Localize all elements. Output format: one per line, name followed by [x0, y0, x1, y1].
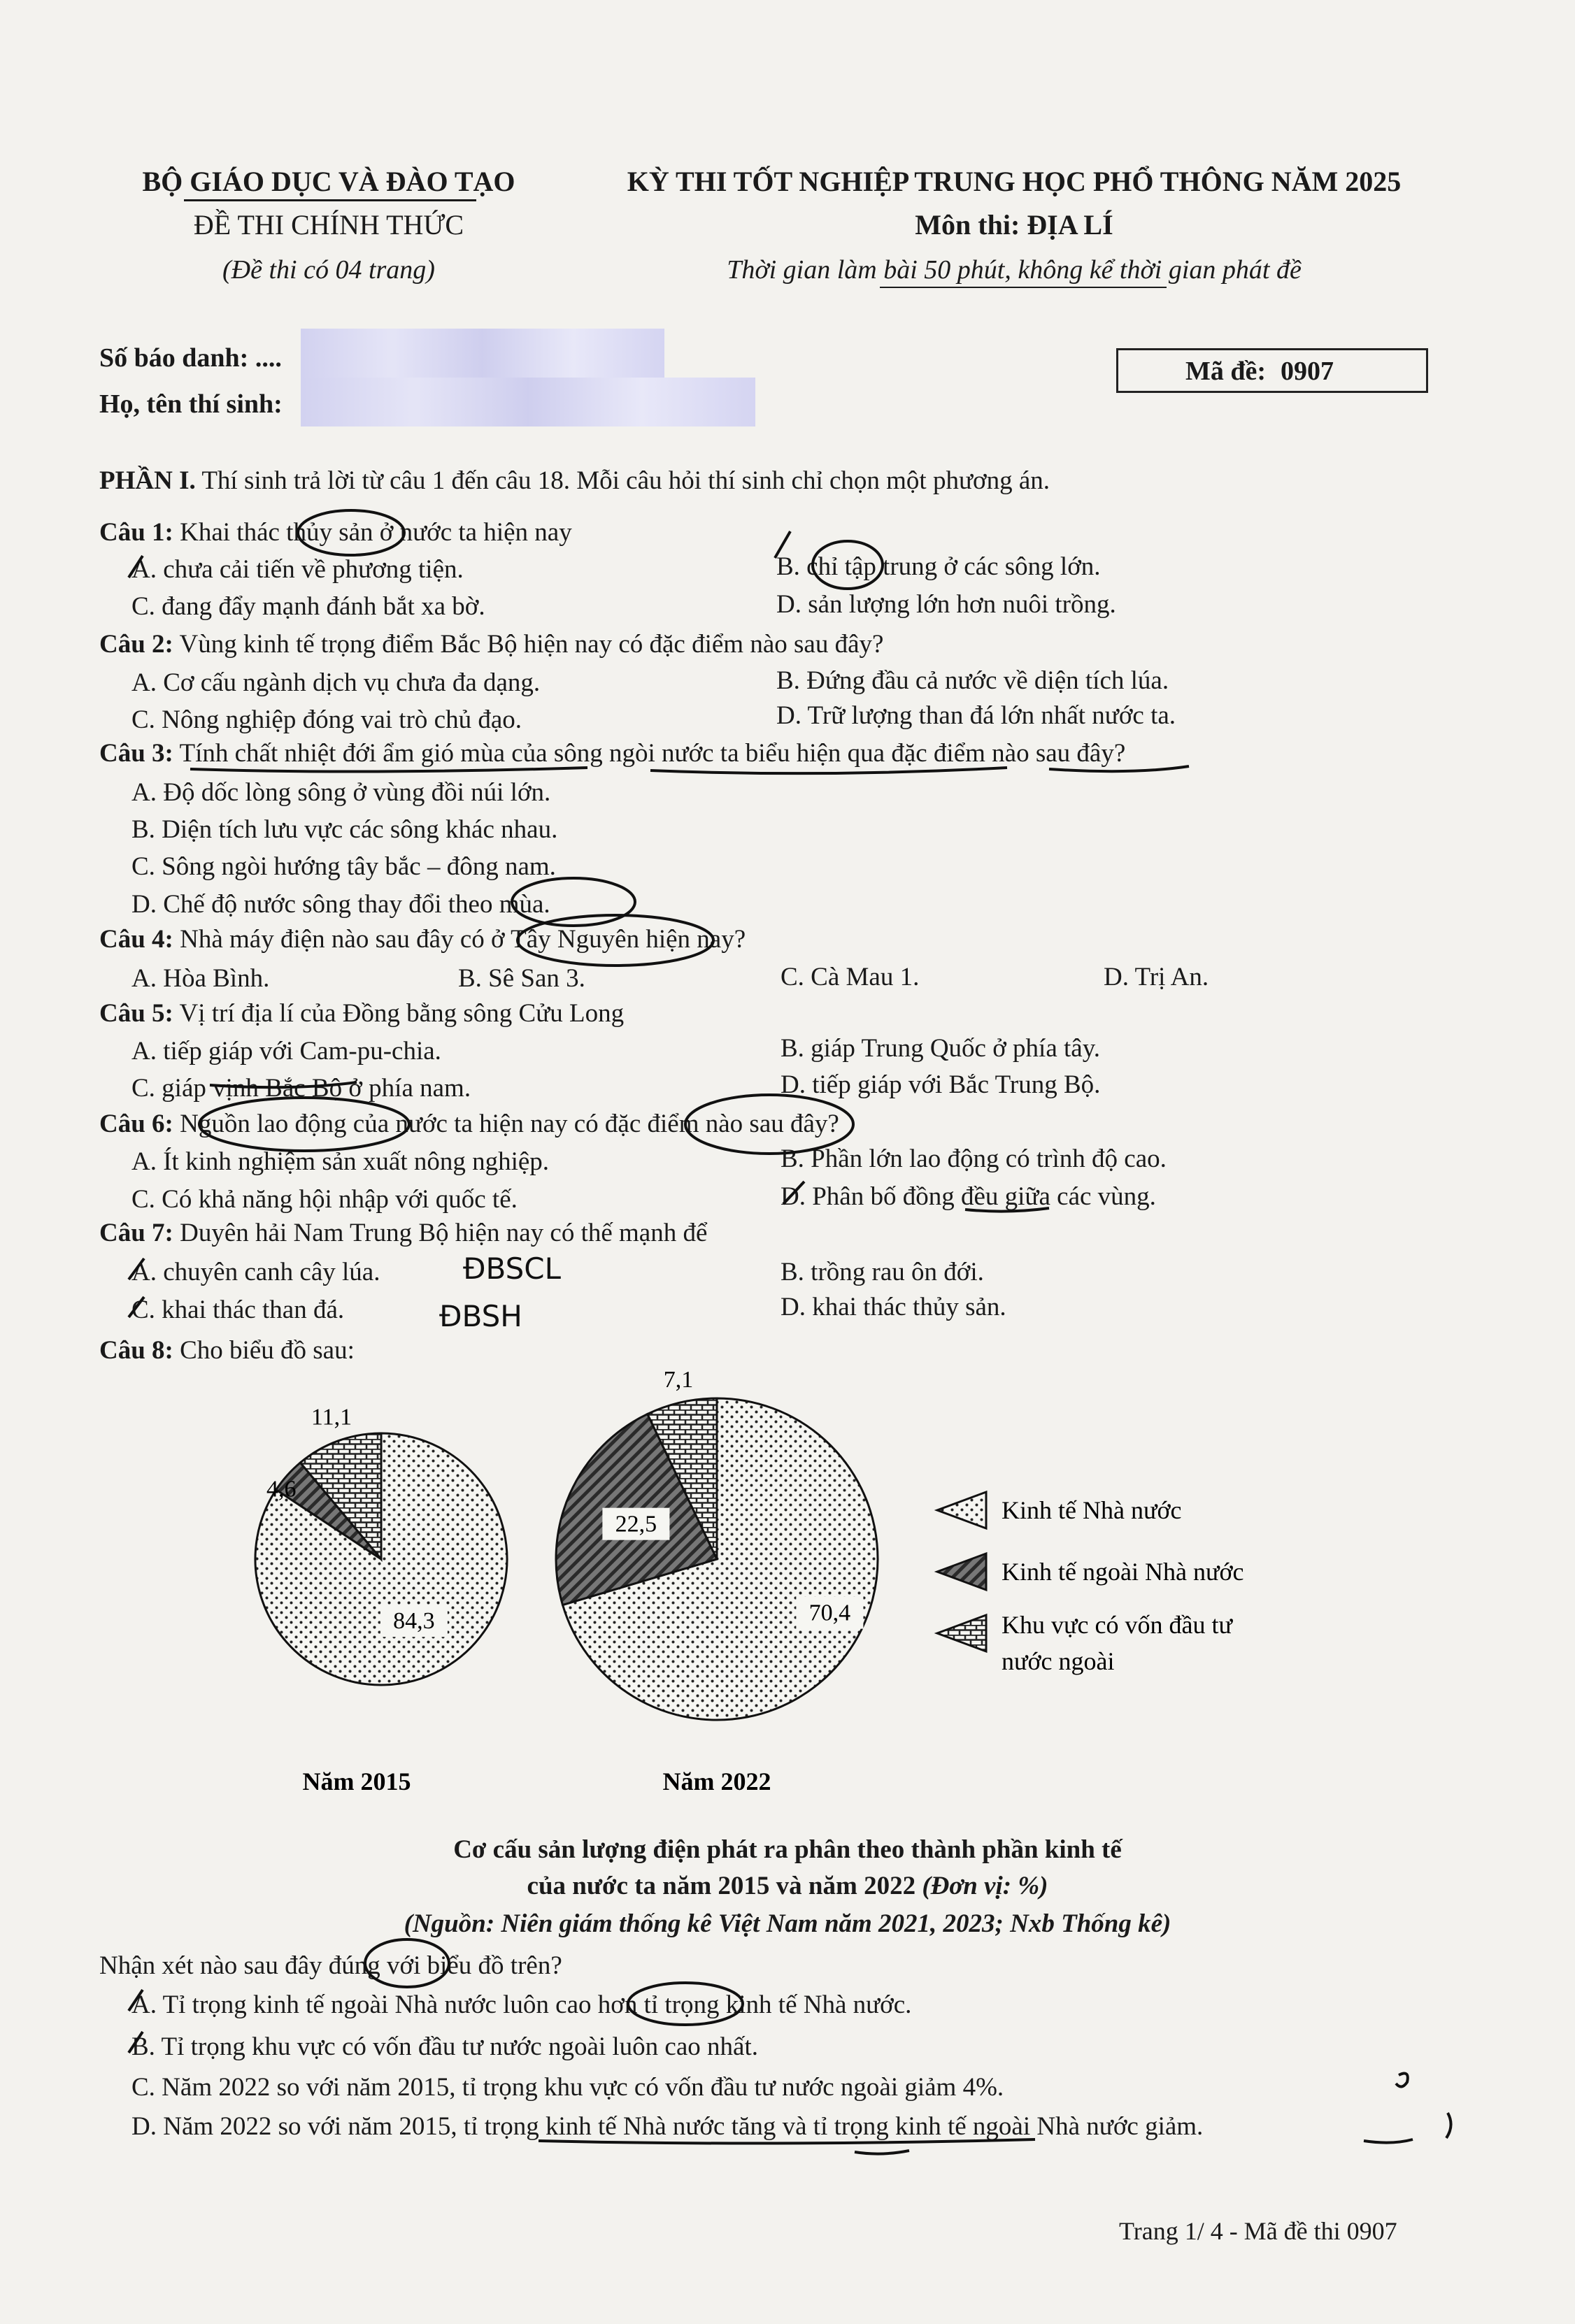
legend-label-3: nước ngoài — [1002, 1647, 1115, 1675]
q3-option-d[interactable]: D. Chế độ nước sông thay đổi theo mùa. — [131, 890, 550, 919]
pen-mark-q8d — [1446, 2113, 1451, 2138]
q6-label: Câu 6: — [99, 1110, 173, 1138]
exam-code-label: Mã đề: — [1185, 357, 1267, 386]
footer-code: 0907 — [1346, 2217, 1397, 2245]
q4-option-a[interactable]: A. Hòa Bình. — [131, 964, 270, 993]
handwritten-note-dbsh: ĐBSH — [439, 1299, 522, 1333]
q1-option-b[interactable]: B. chỉ tập trung ở các sông lớn. — [776, 552, 1101, 581]
q6-option-c[interactable]: C. Có khả năng hội nhập với quốc tế. — [131, 1185, 518, 1214]
pie-1-label-1: 22,5 — [615, 1511, 657, 1537]
q2-option-c[interactable]: C. Nông nghiệp đóng vai trò chủ đạo. — [131, 705, 522, 734]
q5-label: Câu 5: — [99, 999, 173, 1028]
q4-text: Nhà máy điện nào sau đây có ở Tây Nguyên hiện nay? — [180, 925, 746, 954]
pen-underline-q8d-a — [539, 2139, 1035, 2144]
pen-underline-tang — [855, 2151, 909, 2154]
q8-label: Câu 8: — [99, 1336, 173, 1365]
legend-label-2: Khu vực có vốn đầu tư — [1002, 1611, 1232, 1639]
q6-option-b[interactable]: B. Phần lớn lao động có trình độ cao. — [781, 1145, 1167, 1173]
q1-text: Khai thác thủy sản ở nước ta hiện nay — [180, 518, 572, 547]
q5-option-c[interactable]: C. giáp vịnh Bắc Bộ ở phía nam. — [131, 1074, 471, 1103]
chart-caption-line1: Cơ cấu sản lượng điện phát ra phân theo thành phần kinh tế — [453, 1835, 1122, 1864]
pen-slash-q6d — [783, 1182, 804, 1204]
q6-option-a[interactable]: A. Ít kinh nghiệm sản xuất nông nghiệp. — [131, 1147, 550, 1176]
q8-option-c[interactable]: C. Năm 2022 so với năm 2015, tỉ trọng khu vực có vốn đầu tư nước ngoài giảm 4%. — [131, 2073, 1004, 2102]
pie-0-label-1: 4,6 — [266, 1476, 297, 1502]
pen-circle-tay-nguyen — [518, 915, 713, 966]
exam-title: KỲ THI TỐT NGHIỆP TRUNG HỌC PHỔ THÔNG NĂM 2025 — [627, 166, 1402, 197]
legend-label-1: Kinh tế ngoài Nhà nước — [1002, 1558, 1244, 1586]
pen-underline-q3c — [1049, 766, 1189, 771]
pen-underline-dong-deu — [965, 1208, 1049, 1212]
subject-title: Môn thi: ĐỊA LÍ — [915, 209, 1113, 241]
q7-option-a[interactable]: A. chuyên canh cây lúa. — [131, 1258, 380, 1286]
q8-text: Cho biểu đồ sau: — [180, 1336, 355, 1365]
q7-label: Câu 7: — [99, 1219, 173, 1247]
q1-option-a[interactable]: A. chưa cải tiến về phương tiện. — [131, 555, 464, 584]
part1-title: PHẦN I. — [99, 466, 196, 495]
legend-label-0: Kinh tế Nhà nước — [1002, 1496, 1182, 1524]
pen-slash-q7c — [129, 1297, 144, 1317]
q3-text: Tính chất nhiệt đới ẩm gió mùa của sông ngòi nước ta biểu hiện qua đặc điểm nào sau đây? — [179, 739, 1126, 768]
q5-option-b[interactable]: B. giáp Trung Quốc ở phía tây. — [781, 1034, 1101, 1063]
q8-option-b[interactable]: B. Tỉ trọng khu vực có vốn đầu tư nước ngoài luôn cao nhất. — [131, 2032, 758, 2061]
q3-option-c[interactable]: C. Sông ngòi hướng tây bắc – đông nam. — [131, 852, 556, 881]
q6-option-d[interactable]: D. Phân bố đồng đều giữa các vùng. — [781, 1182, 1156, 1211]
pen-circle-cao-hon — [628, 1983, 743, 2025]
time-note: Thời gian làm bài 50 phút, không kể thời gian phát đề — [727, 255, 1302, 285]
q1-label: Câu 1: — [99, 518, 173, 547]
q5-option-a[interactable]: A. tiếp giáp với Cam-pu-chia. — [131, 1037, 441, 1066]
q3-option-b[interactable]: B. Diện tích lưu vực các sông khác nhau. — [131, 815, 558, 844]
q6-text: Nguồn lao động của nước ta hiện nay có đặc điểm nào sau đây? — [180, 1110, 839, 1138]
pen-circle-chi — [813, 541, 883, 589]
q8-option-a[interactable]: A. Tỉ trọng kinh tế ngoài Nhà nước luôn cao hơn tỉ trọng kinh tế Nhà nước. — [131, 1991, 912, 2019]
part1-text: Thí sinh trả lời từ câu 1 đến câu 18. Mỗi câu hỏi thí sinh chỉ chọn một phương án. — [201, 466, 1050, 495]
pen-underline-q5c — [210, 1082, 357, 1087]
pen-circle-thuy-san — [298, 510, 404, 555]
chart-source: (Nguồn: Niên giám thống kê Việt Nam năm 2021, 2023; Nxb Thống kê) — [404, 1909, 1171, 1938]
candidate-id-label: Số báo danh: .... — [99, 343, 282, 373]
q1-option-d[interactable]: D. sản lượng lớn hơn nuôi trồng. — [776, 590, 1116, 619]
q8-prompt: Nhận xét nào sau đây đúng với biểu đồ trên? — [99, 1951, 562, 1980]
q4-option-b[interactable]: B. Sê San 3. — [458, 964, 585, 993]
caption-unit: (Đơn vị: %) — [922, 1872, 1048, 1900]
handwritten-note-dbscl: ĐBSCL — [463, 1251, 562, 1286]
pen-underline-q3b — [650, 768, 1007, 773]
ministry-name: BỘ GIÁO DỤC VÀ ĐÀO TẠO — [142, 166, 515, 197]
footer-page-label: Trang 1/ 4 - Mã đề thi — [1119, 2217, 1341, 2245]
pen-underline-q3a — [190, 768, 587, 772]
q2-option-d[interactable]: D. Trữ lượng than đá lớn nhất nước ta. — [776, 701, 1176, 730]
q7-option-b[interactable]: B. trồng rau ôn đới. — [781, 1258, 984, 1286]
q7-text: Duyên hải Nam Trung Bộ hiện nay có thế mạnh để — [180, 1219, 708, 1247]
pie-1-year: Năm 2022 — [662, 1767, 771, 1795]
pen-slash-q8a — [129, 1990, 143, 2011]
pie-0-year: Năm 2015 — [302, 1767, 411, 1795]
q7-option-d[interactable]: D. khai thác thủy sản. — [781, 1293, 1006, 1321]
q2-label: Câu 2: — [99, 630, 173, 659]
q2-option-b[interactable]: B. Đứng đầu cả nước về diện tích lúa. — [776, 666, 1169, 695]
q5-text: Vị trí địa lí của Đồng bằng sông Cửu Long — [179, 999, 625, 1028]
pie-0-label-0: 84,3 — [393, 1608, 435, 1635]
candidate-name-label: Họ, tên thí sinh: — [99, 389, 283, 419]
pie-1-label-0: 70,4 — [808, 1600, 851, 1626]
pen-circle-nguon-lao-dong — [199, 1098, 409, 1151]
pie-1-label-2: 7,1 — [663, 1366, 694, 1393]
q4-option-d[interactable]: D. Trị An. — [1104, 963, 1209, 991]
q4-label: Câu 4: — [99, 925, 173, 954]
pen-circle-dung — [365, 1939, 449, 1987]
pie-0-label-2: 11,1 — [311, 1404, 352, 1430]
q2-option-a[interactable]: A. Cơ cấu ngành dịch vụ chưa đa dạng. — [131, 668, 541, 697]
exam-code-value: 0907 — [1281, 357, 1334, 386]
q8-option-d[interactable]: D. Năm 2022 so với năm 2015, tỉ trọng kinh tế Nhà nước tăng và tỉ trọng kinh tế ngoài Nhà nước giảm. — [131, 2112, 1204, 2141]
pen-circle-co-dac-diem — [685, 1095, 853, 1154]
q3-option-a[interactable]: A. Độ dốc lòng sông ở vùng đồi núi lớn. — [131, 778, 551, 807]
pages-note: (Đề thi có 04 trang) — [222, 255, 435, 285]
caption-years: của nước ta năm 2015 và năm 2022 — [527, 1872, 916, 1900]
q3-label: Câu 3: — [99, 739, 173, 768]
q2-text: Vùng kinh tế trọng điểm Bắc Bộ hiện nay có đặc điểm nào sau đây? — [179, 630, 884, 659]
pen-slash-q1a — [129, 556, 143, 578]
pen-mark-q8c — [1396, 2074, 1408, 2087]
q5-option-d[interactable]: D. tiếp giáp với Bắc Trung Bộ. — [781, 1070, 1101, 1099]
q1-option-c[interactable]: C. đang đẩy mạnh đánh bắt xa bờ. — [131, 592, 485, 621]
pen-slash-q7a — [129, 1258, 144, 1279]
pen-slash-q1b — [775, 531, 790, 558]
pen-slash-q8b — [129, 2032, 143, 2053]
official-label: ĐỀ THI CHÍNH THỨC — [193, 209, 464, 241]
pen-underline-giam — [1364, 2139, 1413, 2143]
q4-option-c[interactable]: C. Cà Mau 1. — [781, 963, 920, 991]
q7-option-c[interactable]: C. khai thác than đá. — [131, 1296, 345, 1324]
